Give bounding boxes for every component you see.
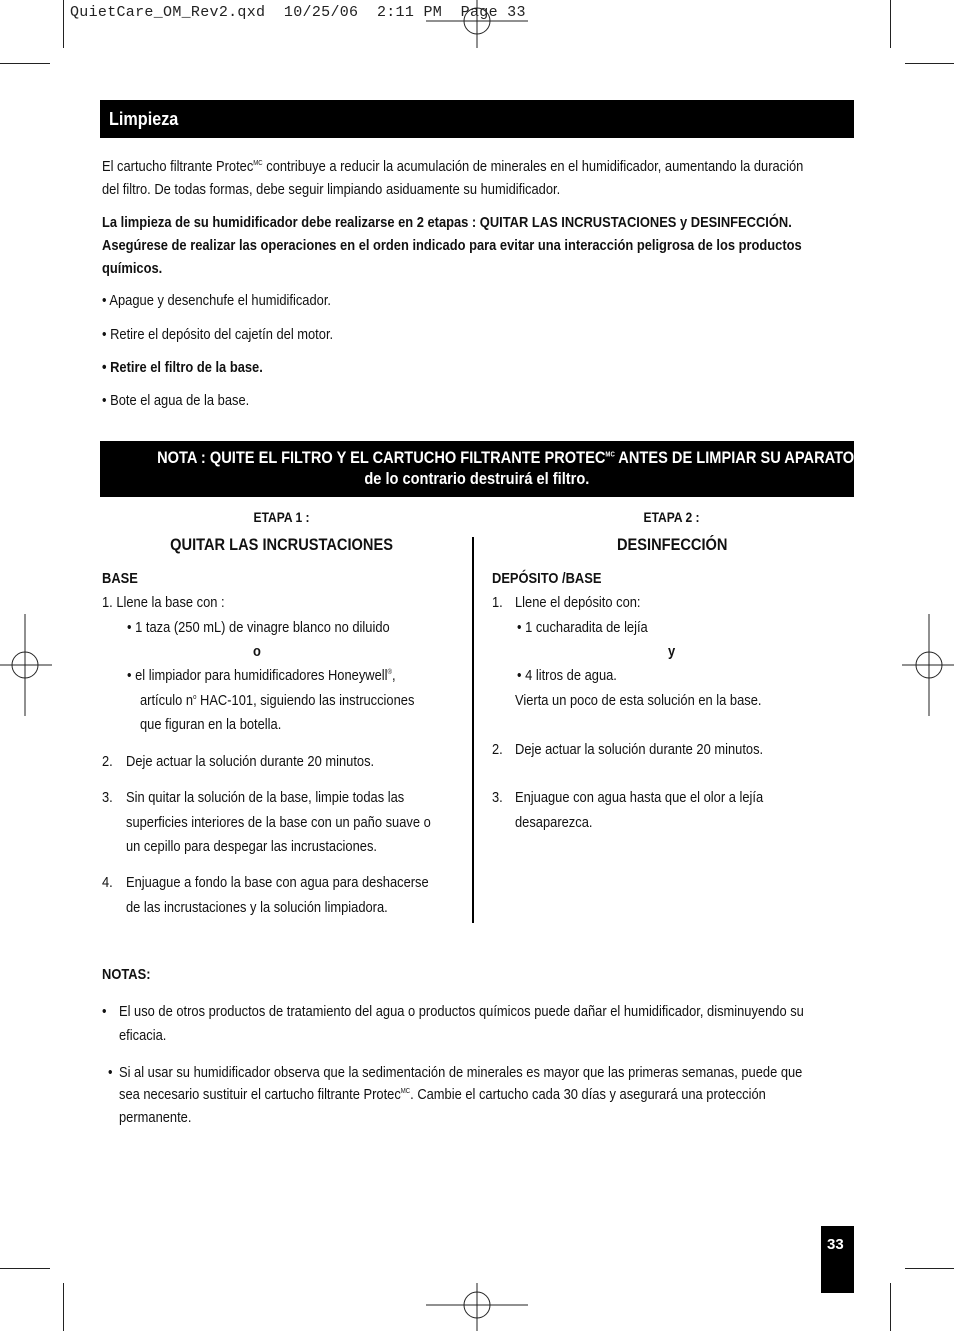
- section-title-bar: [100, 100, 854, 138]
- crop-mark: [905, 1268, 954, 1269]
- stage1-item3-line: superficies interiores de la base con un paño suave o: [126, 814, 431, 831]
- stage2-num: 1.: [492, 594, 503, 611]
- stage1-num: 4.: [102, 874, 113, 891]
- stage2-pour: Vierta un poco de esta solución en la base.: [515, 692, 762, 709]
- stage1-opt1: • 1 taza (250 mL) de vinagre blanco no diluido: [127, 619, 390, 636]
- warning-line-1: La limpieza de su humidificador debe realizarse en 2 etapas : QUITAR LAS INCRUSTACIONES y DESINFECCIÓN.: [102, 214, 792, 231]
- stage1-item1: 1. Llene la base con :: [102, 594, 225, 611]
- note-bullet: •: [108, 1064, 113, 1081]
- page-number: 33: [827, 1236, 844, 1253]
- intro-text: contribuye a reducir la acumulación de minerales en el humidificador, aumentando la duración: [262, 158, 804, 175]
- nota-bar: [100, 441, 859, 497]
- step-item: • Apague y desenchufe el humidificador.: [102, 292, 331, 309]
- stage2-and: y: [668, 643, 676, 660]
- stage1-item3-line: Sin quitar la solución de la base, limpie todas las: [126, 789, 405, 806]
- stage2-num: 2.: [492, 741, 503, 758]
- note-1-line: eficacia.: [119, 1027, 167, 1044]
- stage1-or: o: [253, 643, 261, 660]
- warning-line-3: químicos.: [102, 260, 163, 277]
- nota-text: NOTA : QUITE EL FILTRO Y EL CARTUCHO FILTRANTE PROTEC: [157, 448, 606, 467]
- stage2-item1: Llene el depósito con:: [515, 594, 641, 611]
- stage1-subhead: BASE: [102, 570, 138, 587]
- stage1-opt2-line1: • el limpiador para humidificadores Honeywell®,: [127, 667, 396, 684]
- stage2-item3-line: Enjuague con agua hasta que el olor a lejía: [515, 789, 764, 806]
- crop-mark: [890, 0, 891, 48]
- crop-mark: [890, 1283, 891, 1331]
- stage2-title: DESINFECCIÓN: [616, 535, 728, 554]
- note-2-line: permanente.: [119, 1109, 192, 1126]
- stage2-opt2: • 4 litros de agua.: [517, 667, 617, 684]
- stage1-num: 2.: [102, 753, 113, 770]
- crop-mark: [905, 63, 954, 64]
- registration-mark-left: [0, 614, 52, 716]
- step-item: • Retire el depósito del cajetín del motor.: [102, 326, 334, 343]
- note-2-line: sea necesario sustituir el cartucho filtrante Protec$^{MC}$. Cambie el cartucho cada 30 días y asegurará una protección: [119, 1086, 766, 1103]
- stage2-opt1: • 1 cucharadita de lejía: [517, 619, 648, 636]
- stage2-num: 3.: [492, 789, 503, 806]
- registered-mark: ®: [387, 669, 392, 676]
- crop-mark: [0, 63, 50, 64]
- note-bullet: •: [102, 1003, 107, 1020]
- page-number-tab: [821, 1226, 854, 1293]
- intro-line-2: del filtro. De todas formas, debe seguir limpiando asiduamente su humidificador.: [102, 181, 561, 198]
- crop-mark: [63, 1283, 64, 1331]
- nota-line-2: [100, 468, 854, 490]
- stage1-item3-line: un cepillo para despegar las incrustaciones.: [126, 838, 377, 855]
- step-item: • Bote el agua de la base.: [102, 392, 250, 409]
- step-item: • Retire el filtro de la base.: [102, 359, 263, 376]
- stage2-subhead: DEPÓSITO /BASE: [492, 570, 602, 587]
- file-header: QuietCare_OM_Rev2.qxd 10/25/06 2:11 PM Page 33: [70, 4, 526, 21]
- stage2-item3-line: desaparezca.: [515, 814, 593, 831]
- stage2-item2: Deje actuar la solución durante 20 minutos.: [515, 741, 764, 758]
- ordinal-mark: o: [193, 694, 197, 701]
- crop-mark: [0, 1268, 50, 1269]
- nota-text: de lo contrario destruirá el filtro.: [364, 469, 590, 488]
- trademark-mark: MC: [253, 160, 263, 167]
- stage1-num: 3.: [102, 789, 113, 806]
- column-divider: [472, 537, 474, 923]
- note-1-line: El uso de otros productos de tratamiento del agua o productos químicos puede dañar el humidificador, disminuyendo su: [119, 1003, 804, 1020]
- stage1-label: ETAPA 1 :: [254, 509, 310, 525]
- registration-mark-right: [902, 614, 954, 716]
- trademark-mark: MC: [400, 1088, 411, 1095]
- registration-mark-bottom: [426, 1283, 528, 1331]
- stage1-title: QUITAR LAS INCRUSTACIONES: [170, 535, 394, 554]
- notes-title: NOTAS:: [102, 966, 151, 983]
- stage1-item4-line: Enjuague a fondo la base con agua para deshacerse: [126, 874, 429, 891]
- stage1-item4-line: de las incrustaciones y la solución limpiadora.: [126, 899, 388, 916]
- warning-line-2: Asegúrese de realizar las operaciones en el orden indicado para evitar una interacción peligrosa de los productos: [102, 237, 802, 254]
- trademark-mark: MC: [605, 451, 615, 459]
- intro-text: El cartucho filtrante Protec: [102, 158, 254, 175]
- intro-line-1: [102, 155, 803, 178]
- note-2-line: Si al usar su humidificador observa que la sedimentación de minerales es mayor que las primeras semanas, puede que: [119, 1064, 803, 1081]
- stage1-opt2-line2: artículo $n^o$ HAC-101, siguiendo las instrucciones: [140, 692, 415, 709]
- nota-line-1: [100, 447, 859, 469]
- stage1-opt2-line3: que figuran en la botella.: [140, 716, 282, 733]
- stage1-item2: Deje actuar la solución durante 20 minutos.: [126, 753, 375, 770]
- nota-text: ANTES DE LIMPIAR SU APARATO,: [614, 448, 859, 467]
- stage2-label: ETAPA 2 :: [644, 509, 700, 525]
- section-title: Limpieza: [109, 109, 179, 129]
- crop-mark: [63, 0, 64, 48]
